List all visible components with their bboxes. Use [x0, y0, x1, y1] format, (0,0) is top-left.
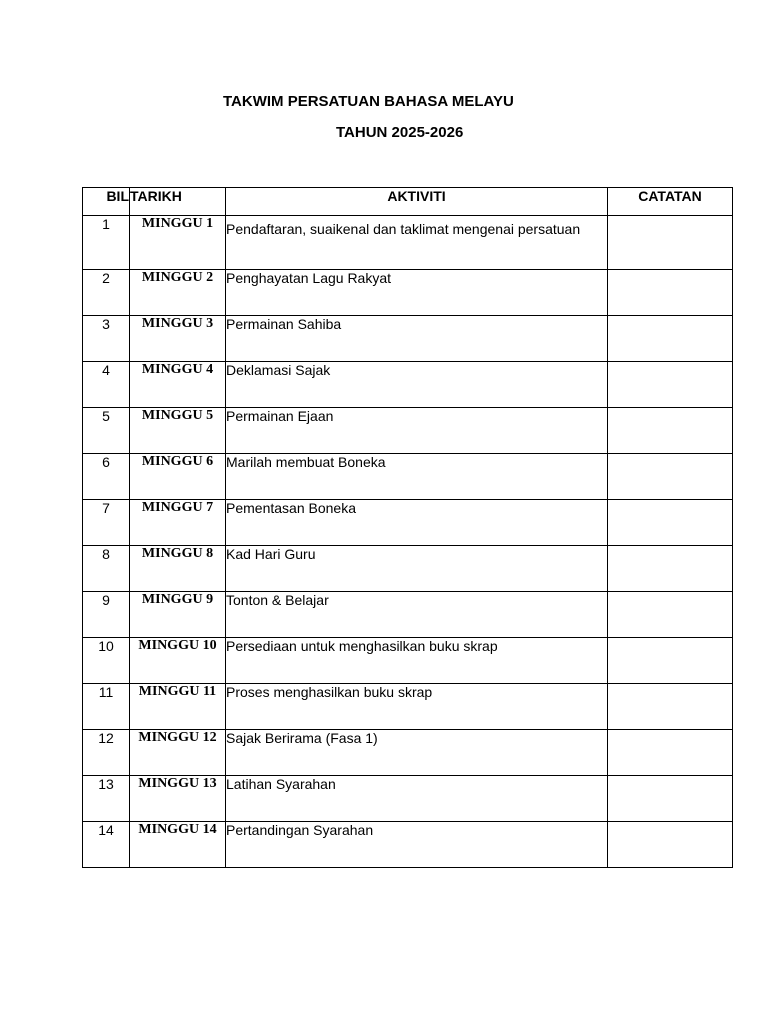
row-bil: 14: [83, 822, 130, 868]
document-subtitle-year: TAHUN 2025-2026: [336, 124, 464, 141]
row-tarikh: MINGGU 11: [130, 684, 226, 730]
table-row: [83, 592, 733, 638]
table-row: [83, 638, 733, 684]
row-aktiviti: Kad Hari Guru: [226, 546, 608, 592]
row-aktiviti: Latihan Syarahan: [226, 776, 608, 822]
row-catatan: [608, 216, 733, 270]
row-catatan: [608, 822, 733, 868]
row-catatan: [608, 316, 733, 362]
row-tarikh: MINGGU 6: [130, 454, 226, 500]
row-catatan: [608, 592, 733, 638]
row-aktiviti: Penghayatan Lagu Rakyat: [226, 270, 608, 316]
row-aktiviti: Sajak Berirama (Fasa 1): [226, 730, 608, 776]
table-row: [83, 730, 733, 776]
row-aktiviti: Marilah membuat Boneka: [226, 454, 608, 500]
row-aktiviti: Proses menghasilkan buku skrap: [226, 684, 608, 730]
table-row: [83, 216, 733, 270]
table-row: [83, 454, 733, 500]
row-tarikh: MINGGU 9: [130, 592, 226, 638]
row-bil: 5: [83, 408, 130, 454]
row-tarikh: MINGGU 10: [130, 638, 226, 684]
row-bil: 1: [83, 216, 130, 270]
row-aktiviti: Tonton & Belajar: [226, 592, 608, 638]
document-title: TAKWIM PERSATUAN BAHASA MELAYU: [223, 93, 514, 110]
table-row: [83, 546, 733, 592]
row-catatan: [608, 730, 733, 776]
column-header-catatan: CATATAN: [608, 188, 733, 216]
row-catatan: [608, 546, 733, 592]
row-tarikh: MINGGU 3: [130, 316, 226, 362]
row-bil: 12: [83, 730, 130, 776]
table-row: [83, 270, 733, 316]
row-catatan: [608, 500, 733, 546]
row-bil: 7: [83, 500, 130, 546]
row-catatan: [608, 454, 733, 500]
row-bil: 4: [83, 362, 130, 408]
row-tarikh: MINGGU 14: [130, 822, 226, 868]
table-row: [83, 362, 733, 408]
table-row: [83, 316, 733, 362]
row-bil: 2: [83, 270, 130, 316]
row-tarikh: MINGGU 2: [130, 270, 226, 316]
row-aktiviti: Pementasan Boneka: [226, 500, 608, 546]
row-catatan: [608, 270, 733, 316]
table-row: [83, 822, 733, 868]
row-aktiviti: Permainan Sahiba: [226, 316, 608, 362]
row-catatan: [608, 638, 733, 684]
row-bil: 10: [83, 638, 130, 684]
row-tarikh: MINGGU 5: [130, 408, 226, 454]
row-bil: 13: [83, 776, 130, 822]
row-bil: 9: [83, 592, 130, 638]
row-catatan: [608, 408, 733, 454]
row-aktiviti: Pendaftaran, suaikenal dan taklimat mengenai persatuan: [226, 216, 608, 270]
row-tarikh: MINGGU 7: [130, 500, 226, 546]
row-tarikh: MINGGU 1: [130, 216, 226, 270]
table-row: [83, 684, 733, 730]
row-tarikh: MINGGU 8: [130, 546, 226, 592]
table-row: [83, 500, 733, 546]
row-bil: 3: [83, 316, 130, 362]
row-catatan: [608, 684, 733, 730]
table-header-row: [83, 188, 733, 216]
row-aktiviti: Deklamasi Sajak: [226, 362, 608, 408]
row-aktiviti: Persediaan untuk menghasilkan buku skrap: [226, 638, 608, 684]
row-catatan: [608, 362, 733, 408]
row-tarikh: MINGGU 13: [130, 776, 226, 822]
column-header-tarikh: TARIKH: [130, 188, 226, 216]
row-aktiviti: Permainan Ejaan: [226, 408, 608, 454]
table-row: [83, 408, 733, 454]
column-header-aktiviti: AKTIVITI: [226, 188, 608, 216]
row-aktiviti: Pertandingan Syarahan: [226, 822, 608, 868]
column-header-bil: BIL: [83, 188, 130, 216]
table-row: [83, 776, 733, 822]
activity-calendar-table: [82, 187, 733, 868]
row-bil: 6: [83, 454, 130, 500]
row-bil: 11: [83, 684, 130, 730]
row-bil: 8: [83, 546, 130, 592]
row-tarikh: MINGGU 12: [130, 730, 226, 776]
row-tarikh: MINGGU 4: [130, 362, 226, 408]
row-catatan: [608, 776, 733, 822]
